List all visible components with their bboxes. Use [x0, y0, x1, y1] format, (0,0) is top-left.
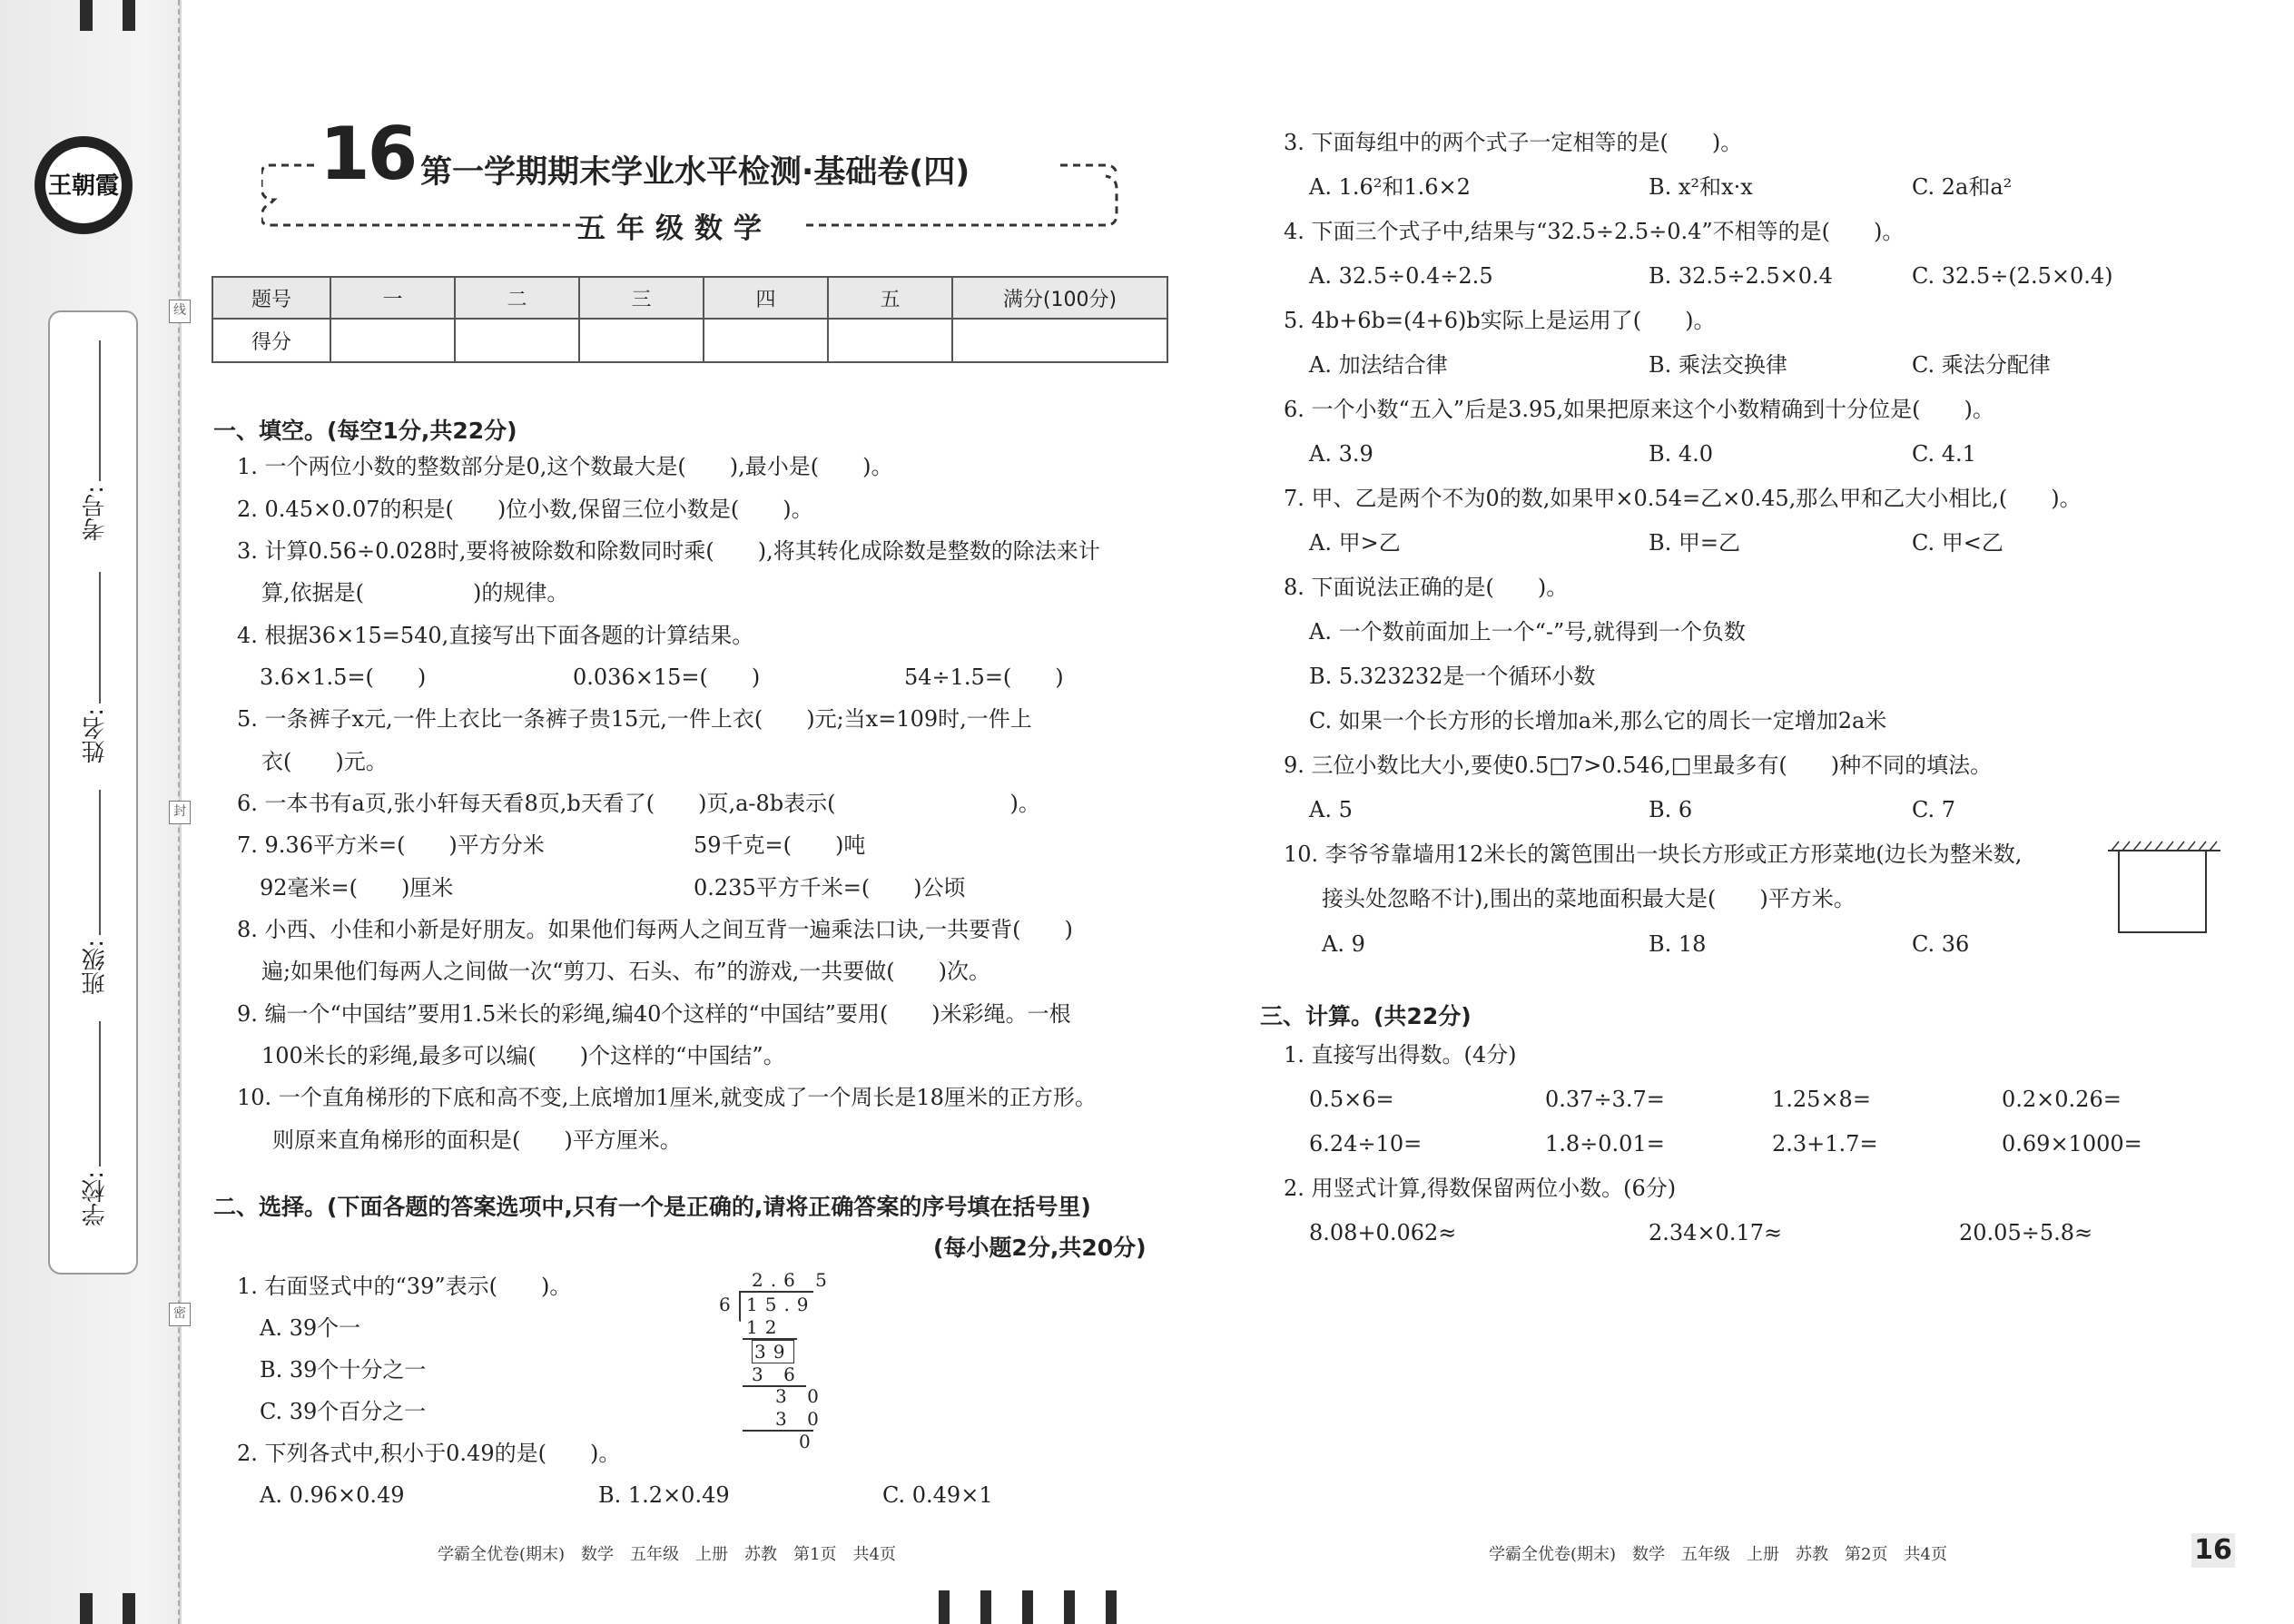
option-item: C. 0.49×1	[882, 1482, 993, 1508]
division-quotient: 2.6 5	[752, 1269, 834, 1291]
division-bracket	[739, 1291, 741, 1322]
score-cell[interactable]	[330, 319, 455, 362]
division-dividend: 15.9	[746, 1294, 816, 1315]
question-line: 10. 李爷爷靠墙用12米长的篱笆围出一块长方形或正方形菜地(边长为整米数,	[1284, 842, 2023, 867]
question-line: 8. 小西、小佳和小新是好朋友。如果他们每两人之间互背一遍乘法口诀,一共要背( )	[237, 917, 1073, 942]
option-item: A. 0.96×0.49	[260, 1482, 405, 1508]
option-item: A. 32.5÷0.4÷2.5	[1309, 263, 1493, 289]
registration-mark	[123, 1593, 135, 1624]
section-heading: 一、填空。(每空1分,共22分)	[213, 418, 517, 444]
option-item: B. 1.2×0.49	[598, 1482, 730, 1508]
question-line: 3. 计算0.56÷0.028时,要将被除数和除数同时乘( ),将其转化成除数是整数的除法来计	[237, 538, 1100, 564]
division-remainder: 0	[799, 1431, 818, 1452]
option-item: B. 18	[1649, 931, 1707, 957]
division-divisor: 6	[719, 1294, 738, 1315]
question-item: 54÷1.5=( )	[904, 664, 1064, 690]
calc-item: 6.24÷10=	[1309, 1131, 1423, 1156]
page-title: 第一学期期末学业水平检测·基础卷(四)	[420, 154, 970, 191]
calc-item: 0.37÷3.7=	[1545, 1087, 1665, 1112]
option-item: A. 加法结合律	[1309, 352, 1448, 378]
registration-mark	[80, 1593, 93, 1624]
school-line[interactable]	[99, 1021, 101, 1166]
question-line: 6. 一本书有a页,张小轩每天看8页,b天看了( )页,a-8b表示( )。	[237, 791, 1040, 816]
brand-logo-text: 王朝霞	[44, 145, 123, 225]
seal-char: 封	[169, 801, 191, 824]
option-item: B. 乘法交换律	[1649, 352, 1787, 378]
score-header-cell: 四	[704, 277, 828, 319]
question-line: 7. 甲、乙是两个不为0的数,如果甲×0.54=乙×0.45,那么甲和乙大小相比,( )。	[1284, 486, 2082, 511]
question-line: 100米长的彩绳,最多可以编( )个这样的“中国结”。	[261, 1043, 785, 1068]
paper-number: 16	[320, 112, 416, 196]
question-line: 9. 三位小数比大小,要使0.5□7>0.546,□里最多有( )种不同的填法。	[1284, 753, 1993, 778]
question-line: 1. 右面竖式中的“39”表示( )。	[237, 1274, 572, 1299]
school-label: 学校:	[82, 1171, 109, 1226]
footer-left: 学霸全优卷(期末) 数学 五年级 上册 苏教 第1页 共4页	[438, 1545, 896, 1564]
score-header-cell: 五	[828, 277, 952, 319]
score-header-cell: 题号	[212, 277, 330, 319]
question-line: 2. 下列各式中,积小于0.49的是( )。	[237, 1441, 621, 1466]
class-label: 班级:	[82, 940, 109, 995]
question-line: 2. 0.45×0.07的积是( )位小数,保留三位小数是( )。	[237, 497, 813, 522]
score-cell[interactable]	[579, 319, 704, 362]
footer-right: 学霸全优卷(期末) 数学 五年级 上册 苏教 第2页 共4页	[1489, 1545, 1947, 1564]
registration-mark	[1022, 1590, 1033, 1624]
option-item: A. 9	[1322, 931, 1365, 957]
question-line: 6. 一个小数“五入”后是3.95,如果把原来这个小数精确到十分位是( )。	[1284, 397, 1994, 422]
question-item: 0.235平方千米=( )公顷	[694, 875, 966, 901]
calc-item: 1.8÷0.01=	[1545, 1131, 1665, 1156]
question-item: 0.036×15=( )	[573, 664, 761, 690]
question-item: 92毫米=( )厘米	[260, 875, 454, 901]
registration-mark	[80, 0, 93, 31]
option-item: A. 3.9	[1309, 441, 1373, 467]
option-item: C. 2a和a²	[1912, 174, 2013, 200]
score-cell[interactable]	[952, 319, 1167, 362]
option-item: A. 甲>乙	[1309, 530, 1401, 556]
registration-mark	[123, 0, 135, 31]
question-line: 4. 根据36×15=540,直接写出下面各题的计算结果。	[237, 623, 754, 648]
option-item: C. 乘法分配律	[1912, 352, 2051, 378]
question-item: 7. 9.36平方米=( )平方分米	[237, 832, 545, 858]
option-item: A. 一个数前面加上一个“-”号,就得到一个负数	[1309, 619, 1746, 645]
seal-char: 线	[169, 300, 191, 323]
division-step: 3 0	[775, 1408, 826, 1430]
option-item: B. 39个十分之一	[260, 1357, 427, 1383]
registration-mark	[1106, 1590, 1117, 1624]
option-item: B. 32.5÷2.5×0.4	[1649, 263, 1833, 289]
exam-number-line[interactable]	[99, 340, 101, 481]
section-heading: 三、计算。(共22分)	[1260, 1003, 1472, 1029]
score-header-cell: 一	[330, 277, 455, 319]
question-line: 10. 一个直角梯形的下底和高不变,上底增加1厘米,就变成了一个周长是18厘米的正方形。	[237, 1085, 1097, 1110]
score-header-cell: 满分(100分)	[952, 277, 1167, 319]
section-heading: 二、选择。(下面各题的答案选项中,只有一个是正确的,请将正确答案的序号填在括号里)	[213, 1194, 1091, 1220]
question-line: 5. 一条裤子x元,一件上衣比一条裤子贵15元,一件上衣( )元;当x=109时,一件上	[237, 706, 1032, 732]
division-highlight: 39	[752, 1340, 794, 1363]
calc-item: 0.5×6=	[1309, 1087, 1394, 1112]
section-score-note: (每小题2分,共20分)	[933, 1235, 1147, 1261]
option-item: A. 5	[1309, 797, 1353, 822]
option-item: B. 甲=乙	[1649, 530, 1741, 556]
option-item: A. 1.6²和1.6×2	[1309, 174, 1471, 200]
option-item: A. 39个一	[260, 1315, 361, 1341]
score-cell[interactable]	[704, 319, 828, 362]
option-item: B. x²和x·x	[1649, 174, 1753, 200]
question-line: 3. 下面每组中的两个式子一定相等的是( )。	[1284, 130, 1743, 155]
division-step: 3 0	[775, 1385, 826, 1407]
calc-item: 2.3+1.7=	[1772, 1131, 1878, 1156]
question-line: 2. 用竖式计算,得数保留两位小数。(6分)	[1284, 1176, 1677, 1201]
option-item: C. 甲<乙	[1912, 530, 2004, 556]
option-item: C. 4.1	[1912, 441, 1976, 467]
calc-item: 2.34×0.17≈	[1649, 1220, 1783, 1245]
name-label: 姓名:	[82, 708, 109, 763]
option-item: C. 39个百分之一	[260, 1399, 427, 1424]
question-line: 算,依据是( )的规律。	[261, 580, 569, 605]
exam-number-label: 考号:	[82, 486, 109, 541]
question-line: 则原来直角梯形的面积是( )平方厘米。	[272, 1127, 682, 1153]
question-line: 遍;如果他们每两人之间做一次“剪刀、石头、布”的游戏,一共要做( )次。	[261, 959, 990, 984]
page-subtitle: 五年级数学	[577, 212, 773, 245]
question-item: 59千克=( )吨	[694, 832, 866, 858]
garden-wall-figure	[2106, 840, 2224, 940]
option-item: C. 36	[1912, 931, 1970, 957]
division-step: 3 6	[752, 1363, 802, 1385]
calc-item: 1.25×8=	[1772, 1087, 1871, 1112]
option-item: B. 6	[1649, 797, 1693, 822]
class-line[interactable]	[99, 790, 101, 935]
calc-item: 20.05÷5.8≈	[1959, 1220, 2093, 1245]
question-item: 3.6×1.5=( )	[260, 664, 427, 690]
question-line: 1. 一个两位小数的整数部分是0,这个数最大是( ),最小是( )。	[237, 454, 893, 479]
option-item: C. 如果一个长方形的长增加a米,那么它的周长一定增加2a米	[1309, 708, 1887, 733]
registration-mark	[1064, 1590, 1075, 1624]
score-row-label: 得分	[212, 319, 330, 362]
score-cell[interactable]	[828, 319, 952, 362]
registration-mark	[939, 1590, 950, 1624]
question-line: 9. 编一个“中国结”要用1.5米长的彩绳,编40个这样的“中国结”要用( )米彩绳。一根	[237, 1001, 1071, 1027]
question-line: 接头处忽略不计),围出的菜地面积最大是( )平方米。	[1322, 886, 1856, 911]
name-line[interactable]	[99, 572, 101, 704]
question-line: 5. 4b+6b=(4+6)b实际上是运用了( )。	[1284, 308, 1716, 333]
question-line: 4. 下面三个式子中,结果与“32.5÷2.5÷0.4”不相等的是( )。	[1284, 219, 1905, 244]
page-number-badge: 16	[2191, 1533, 2235, 1568]
calc-item: 8.08+0.062≈	[1309, 1220, 1457, 1245]
question-line: 8. 下面说法正确的是( )。	[1284, 575, 1569, 600]
seal-char: 密	[169, 1303, 191, 1326]
division-bar	[741, 1291, 813, 1293]
option-item: B. 4.0	[1649, 441, 1714, 467]
calc-item: 0.2×0.26=	[2002, 1087, 2122, 1112]
option-item: C. 32.5÷(2.5×0.4)	[1912, 263, 2113, 289]
question-line: 衣( )元。	[261, 749, 388, 774]
score-table	[212, 276, 1168, 363]
score-header-cell: 三	[579, 277, 704, 319]
calc-item: 0.69×1000=	[2002, 1131, 2142, 1156]
option-item: C. 7	[1912, 797, 1956, 822]
score-header-cell: 二	[455, 277, 579, 319]
option-item: B. 5.323232是一个循环小数	[1309, 664, 1596, 689]
registration-mark	[980, 1590, 991, 1624]
score-cell[interactable]	[455, 319, 579, 362]
student-info-box	[48, 310, 138, 1275]
division-step: 12	[746, 1316, 784, 1338]
question-line: 1. 直接写出得数。(4分)	[1284, 1042, 1517, 1068]
